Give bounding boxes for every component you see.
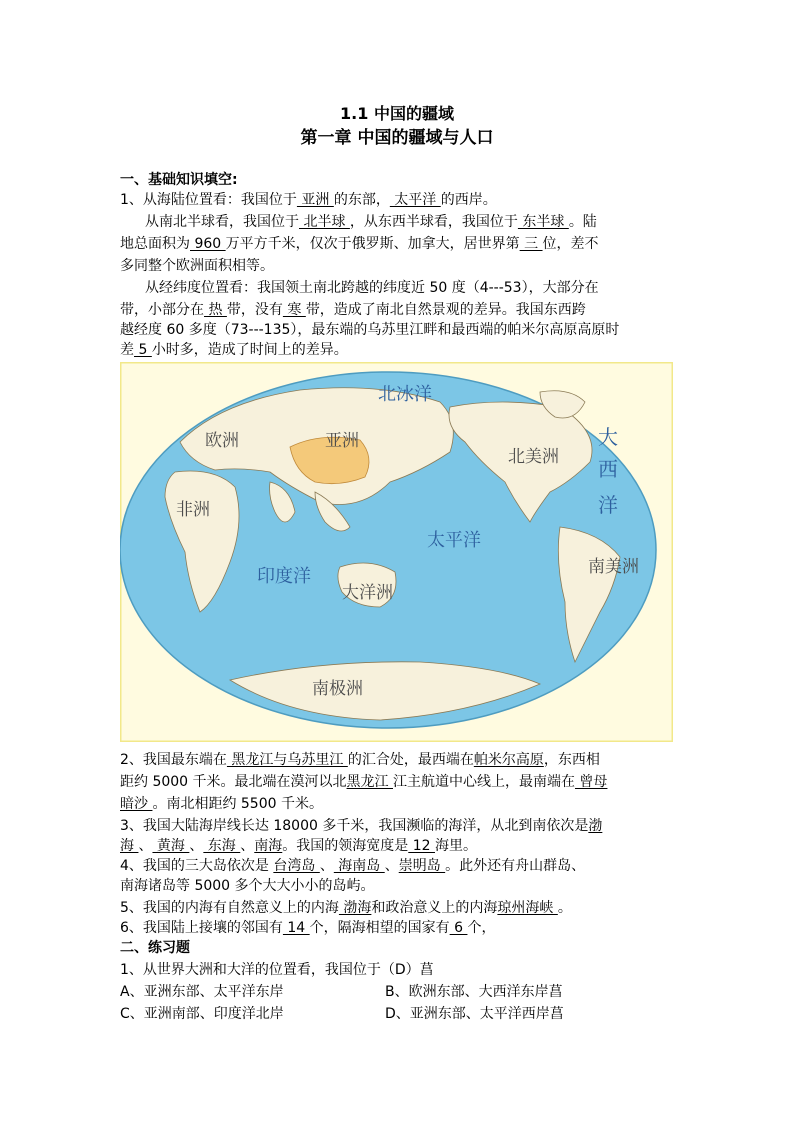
q1-line6: 带，小部分在 热 带，没有 寒 带，造成了南北自然景观的差异。我国东西跨 — [120, 302, 586, 318]
q1-line3: 地总面积为 960 万平方千米，仅次于俄罗斯、加拿大，居世界第 三 位，差不 — [120, 236, 599, 252]
q3-line1: 3、我国大陆海岸线长达 18000 多千米，我国濒临的海洋，从北到南依次是渤 — [120, 818, 603, 834]
q1-line4: 多同整个欧洲面积相等。 — [120, 258, 274, 274]
chapter-title: 第一章 中国的疆域与人口 — [300, 128, 494, 148]
label-europe: 欧洲 — [205, 431, 239, 451]
section2-heading: 二、练习题 — [120, 940, 190, 956]
label-africa: 非洲 — [176, 500, 210, 520]
exercise-q1: 1、从世界大洲和大洋的位置看，我国位于（D）菖 — [120, 962, 434, 978]
label-atlantic-2: 西 — [598, 457, 618, 481]
option-a: A、亚洲东部、太平洋东岸 — [120, 984, 284, 1000]
label-north-america: 北美洲 — [508, 447, 559, 467]
q2-line2: 距约 5000 千米。最北端在漠河以北黑龙江 江主航道中心线上，最南端在 曾母 — [120, 774, 608, 790]
q2-line1: 2、我国最东端在 黑龙江与乌苏里江 的汇合处，最西端在帕米尔高原，东西相 — [120, 752, 600, 768]
label-pacific-ocean: 太平洋 — [427, 530, 481, 551]
label-south-america: 南美洲 — [588, 557, 639, 577]
q2-line3: 暗沙 。南北相距约 5500 千米。 — [120, 796, 323, 812]
label-arctic-ocean: 北冰洋 — [378, 384, 432, 405]
option-b: B、欧洲东部、大西洋东岸菖 — [385, 984, 563, 1000]
label-atlantic-3: 洋 — [598, 493, 618, 517]
page-title: 1.1 中国的疆域 — [340, 104, 454, 123]
q1-line2: 从南北半球看，我国位于 北半球 ，从东西半球看，我国位于 东半球 。陆 — [145, 214, 597, 230]
q6-line1: 6、我国陆上接壤的邻国有 14 个，隔海相望的国家有 6 个， — [120, 920, 496, 936]
label-asia: 亚洲 — [325, 431, 359, 451]
option-d: D、亚洲东部、太平洋西岸菖 — [385, 1006, 564, 1022]
q4-line1: 4、我国的三大岛依次是 台湾岛 、 海南岛 、崇明岛 。此外还有舟山群岛、 — [120, 858, 586, 874]
q1-line5: 从经纬度位置看：我国领土南北跨越的纬度近 50 度（4---53），大部分在 — [145, 280, 599, 296]
q1-line8: 差 5 小时多，造成了时间上的差异。 — [120, 342, 348, 358]
label-oceania: 大洋洲 — [342, 583, 393, 603]
q3-line2: 海 、 黄海 、 东海 、南海。我国的领海宽度是 12 海里。 — [120, 838, 477, 854]
label-antarctica: 南极洲 — [312, 679, 363, 699]
q5-line1: 5、我国的内海有自然意义上的内海 渤海和政治意义上的内海琼州海峡 。 — [120, 900, 572, 916]
label-atlantic-1: 大 — [598, 425, 618, 449]
section-heading: 一、基础知识填空: — [120, 172, 238, 188]
q1-line1: 1、从海陆位置看：我国位于 亚洲 的东部， 太平洋 的西岸。 — [120, 192, 497, 208]
label-indian-ocean: 印度洋 — [257, 566, 311, 587]
option-c: C、亚洲南部、印度洋北岸 — [120, 1006, 284, 1022]
q1-line7: 越经度 60 多度（73---135），最东端的乌苏里江畔和最西端的帕米尔高原高原时 — [120, 322, 620, 338]
q4-line2: 南海诸岛等 5000 多个大大小小的岛屿。 — [120, 878, 375, 894]
world-map — [120, 362, 673, 742]
